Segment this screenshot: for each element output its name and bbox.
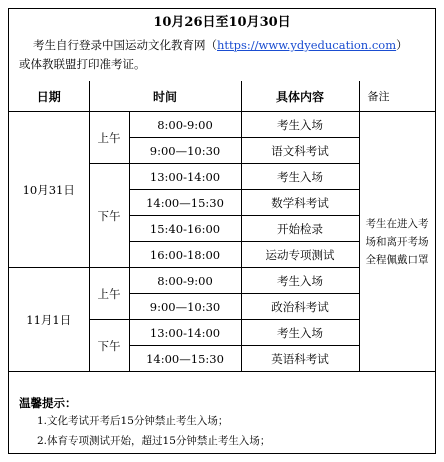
time-cell: 14:00—15:30 xyxy=(129,346,241,372)
tips-block xyxy=(9,389,435,453)
tips-item: 1.文化考试开考后15分钟禁止考生入场； xyxy=(37,415,229,427)
period-cell: 上午 xyxy=(89,268,129,320)
content-cell: 运动专项测试 xyxy=(241,242,359,268)
notes-cell: 考生在进入考场和离开考场全程佩戴口罩 xyxy=(359,112,435,372)
table-row xyxy=(9,112,435,138)
tips-title: 温馨提示： xyxy=(19,396,77,410)
time-cell: 16:00-18:00 xyxy=(129,242,241,268)
period-cell: 下午 xyxy=(89,164,129,268)
column-header-content: 具体内容 xyxy=(241,81,359,112)
content-cell: 考生入场 xyxy=(241,320,359,346)
time-cell: 8:00-9:00 xyxy=(129,268,241,294)
content-cell: 政治科考试 xyxy=(241,294,359,320)
website-link[interactable]: https://www.ydyeducation.com xyxy=(217,38,397,52)
column-header-time: 时间 xyxy=(89,81,241,112)
time-cell: 9:00—10:30 xyxy=(129,138,241,164)
period-cell: 上午 xyxy=(89,112,129,164)
admission-instruction-line-2: 或体教联盟打印准考证。 xyxy=(19,57,146,71)
content-cell: 考生入场 xyxy=(241,268,359,294)
time-cell: 8:00-9:00 xyxy=(129,112,241,138)
schedule-sheet xyxy=(8,8,436,454)
date-range-title: 10月26日至10月30日 xyxy=(153,15,291,30)
content-cell: 数学科考试 xyxy=(241,190,359,216)
instruction-suffix: ） xyxy=(396,38,408,52)
time-cell: 9:00—10:30 xyxy=(129,294,241,320)
content-cell: 语文科考试 xyxy=(241,138,359,164)
tips-item: 2.体育专项测试开始，超过15分钟禁止考生入场； xyxy=(37,435,271,447)
instruction-prefix: 考生自行登录中国运动文化教育网（ xyxy=(33,38,217,52)
content-cell: 开始检录 xyxy=(241,216,359,242)
content-cell: 考生入场 xyxy=(241,112,359,138)
column-header-date: 日期 xyxy=(9,81,89,112)
header-block xyxy=(9,9,435,81)
column-header-notes: 备注 xyxy=(359,81,435,112)
period-cell: 下午 xyxy=(89,320,129,372)
content-cell: 英语科考试 xyxy=(241,346,359,372)
table-header-row xyxy=(9,81,435,112)
time-cell: 14:00—15:30 xyxy=(129,190,241,216)
time-cell: 13:00-14:00 xyxy=(129,164,241,190)
admission-instruction-line xyxy=(33,37,408,53)
time-cell: 15:40-16:00 xyxy=(129,216,241,242)
date-cell: 10月31日 xyxy=(9,112,89,268)
content-cell: 考生入场 xyxy=(241,164,359,190)
exam-schedule-table xyxy=(9,81,435,372)
date-cell: 11月1日 xyxy=(9,268,89,372)
time-cell: 13:00-14:00 xyxy=(129,320,241,346)
